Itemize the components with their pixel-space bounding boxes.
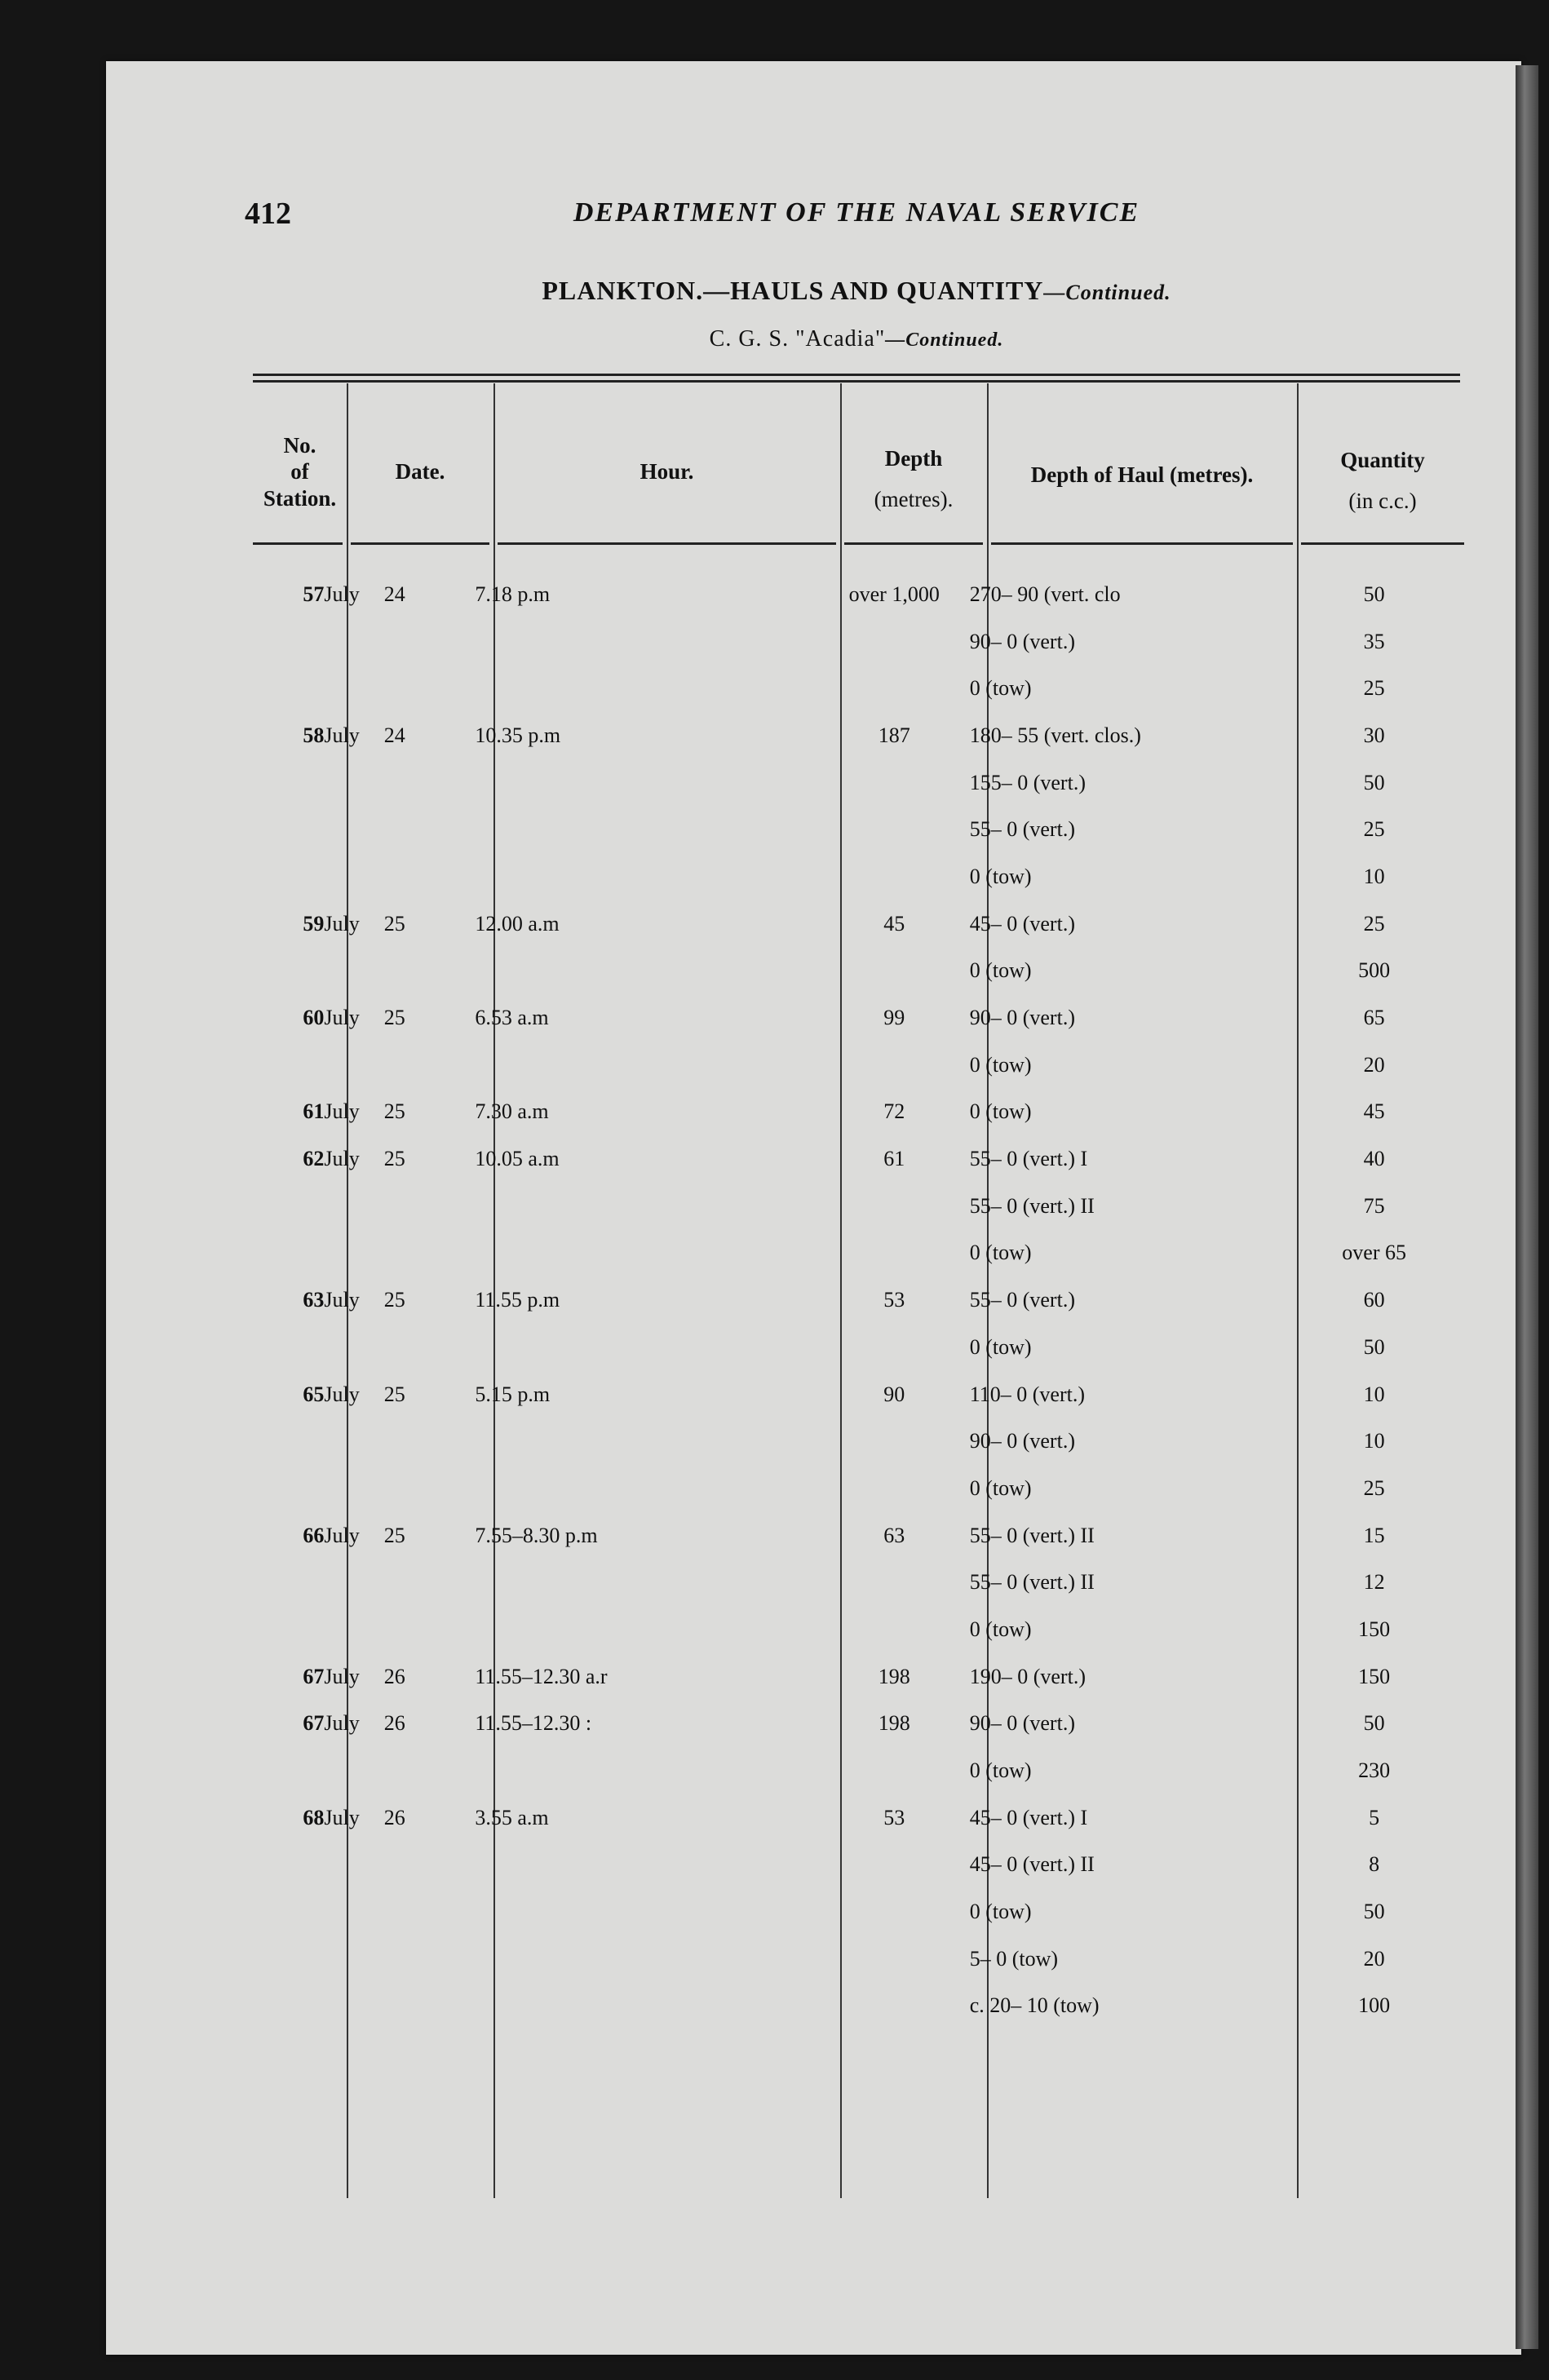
hour-cell: 11.55–12.30 : [475, 1711, 592, 1736]
station-cell: 60 [303, 1006, 325, 1030]
station-cell [253, 1983, 324, 2030]
header-station-line: Station. [263, 485, 337, 511]
quantity-cell: 60 [1363, 1288, 1385, 1312]
haul-cell: 90– 0 (vert.) [969, 1711, 1075, 1736]
station-cell: 66 [303, 1523, 325, 1547]
haul-cell: 90– 0 (vert.) [969, 1006, 1075, 1030]
depth-cell: 53 [883, 1805, 905, 1829]
date-cell [324, 1701, 475, 1748]
haul-cell: 0 (tow) [969, 1617, 1032, 1641]
hour-cell: 6.53 a.m [475, 1006, 549, 1030]
station-cell [253, 1747, 324, 1794]
quantity-cell: 230 [1358, 1758, 1391, 1783]
depth-cell [819, 1842, 970, 1889]
date-cell [324, 1418, 475, 1465]
table-row [253, 1465, 1460, 1512]
page-edge [1516, 65, 1538, 2349]
table-row [253, 1183, 1460, 1230]
hour-cell: 12.00 a.m [475, 911, 560, 936]
table-row [253, 571, 1460, 618]
table-row [253, 1606, 1460, 1653]
date-month: July [324, 1382, 360, 1406]
quantity-cell: 12 [1363, 1570, 1385, 1595]
station-cell [253, 665, 324, 712]
hour-cell [475, 948, 818, 995]
header-depth-line: (metres). [874, 486, 954, 511]
hour-cell [475, 806, 818, 853]
haul-cell: 5– 0 (tow) [969, 1946, 1059, 1971]
date-day: 25 [383, 1147, 405, 1171]
depth-cell: 198 [878, 1664, 910, 1688]
header-quantity-line: Quantity [1340, 448, 1425, 472]
table-row [253, 1653, 1460, 1701]
date-cell [324, 1842, 475, 1889]
table-row [253, 1983, 1460, 2030]
hour-cell [475, 1842, 818, 1889]
station-cell: 62 [303, 1147, 325, 1171]
table-row [253, 994, 1460, 1042]
date-month: July [324, 911, 360, 936]
quantity-cell: 500 [1358, 958, 1391, 983]
table-row [253, 1230, 1460, 1277]
haul-cell: 55– 0 (vert.) [969, 1288, 1075, 1312]
date-cell [324, 618, 475, 666]
hour-cell [475, 618, 818, 666]
depth-cell: 72 [883, 1099, 905, 1124]
haul-cell: 0 (tow) [969, 1241, 1032, 1265]
table-row [253, 1559, 1460, 1606]
page-number: 412 [245, 197, 291, 231]
date-day: 25 [383, 1006, 405, 1030]
depth-cell [819, 853, 970, 900]
hour-cell [475, 665, 818, 712]
date-month: July [324, 1147, 360, 1171]
quantity-cell: 100 [1358, 1993, 1391, 2018]
date-cell [324, 712, 475, 759]
quantity-cell: 20 [1363, 1946, 1385, 1971]
date-day: 26 [383, 1664, 405, 1688]
quantity-cell: 30 [1363, 723, 1385, 747]
haul-cell: 55– 0 (vert.) II [969, 1570, 1095, 1595]
depth-cell [819, 1983, 970, 2030]
table-row [253, 759, 1460, 807]
date-month: July [324, 1006, 360, 1030]
haul-cell: 45– 0 (vert.) II [969, 1852, 1095, 1877]
depth-cell [819, 665, 970, 712]
hour-cell: 7.18 p.m [475, 582, 551, 606]
table-row [253, 1747, 1460, 1794]
quantity-cell: 50 [1363, 1711, 1385, 1736]
hour-cell [475, 759, 818, 807]
hour-cell [475, 1324, 818, 1371]
date-cell [324, 665, 475, 712]
header-station-line: No. [283, 433, 316, 458]
table-row [253, 1089, 1460, 1136]
table-subtitle [245, 326, 1468, 352]
date-cell [324, 994, 475, 1042]
table-row [253, 1042, 1460, 1089]
quantity-cell: 65 [1363, 1006, 1385, 1030]
table-row [253, 900, 1460, 948]
hour-cell: 10.05 a.m [475, 1147, 560, 1171]
date-day: 25 [383, 1382, 405, 1406]
haul-cell: 45– 0 (vert.) I [969, 1805, 1088, 1829]
date-cell [324, 1324, 475, 1371]
depth-cell [819, 759, 970, 807]
hour-cell [475, 1606, 818, 1653]
hour-cell [475, 1230, 818, 1277]
header-rule [991, 542, 1293, 545]
depth-cell [819, 1606, 970, 1653]
station-cell [253, 1324, 324, 1371]
quantity-cell: 25 [1363, 676, 1385, 701]
date-month: July [324, 1288, 360, 1312]
depth-cell [819, 618, 970, 666]
haul-cell: 0 (tow) [969, 1052, 1032, 1077]
haul-cell: 0 (tow) [969, 1099, 1032, 1124]
table-row [253, 618, 1460, 666]
quantity-cell: 8 [1369, 1852, 1380, 1877]
table-row [253, 712, 1460, 759]
date-month: July [324, 582, 360, 606]
depth-cell [819, 1230, 970, 1277]
quantity-cell: 10 [1363, 1429, 1385, 1453]
header-haul: Depth of Haul (metres). [1030, 462, 1254, 487]
date-cell [324, 1230, 475, 1277]
header-rule [1301, 542, 1464, 545]
haul-cell: 55– 0 (vert.) II [969, 1523, 1095, 1547]
hour-cell: 11.55 p.m [475, 1288, 560, 1312]
station-cell: 57 [303, 582, 325, 606]
station-cell [253, 759, 324, 807]
haul-cell: 55– 0 (vert.) I [969, 1147, 1088, 1171]
date-month: July [324, 1805, 360, 1829]
date-cell [324, 1512, 475, 1559]
depth-cell [819, 1935, 970, 1983]
station-cell: 58 [303, 723, 325, 747]
date-cell [324, 1559, 475, 1606]
date-cell [324, 571, 475, 618]
station-cell [253, 1606, 324, 1653]
haul-cell: 0 (tow) [969, 676, 1032, 701]
depth-cell [819, 806, 970, 853]
date-month: July [324, 1099, 360, 1124]
depth-cell: 99 [883, 1006, 905, 1030]
date-day: 24 [383, 723, 405, 747]
hour-cell [475, 1983, 818, 2030]
date-day: 26 [383, 1805, 405, 1829]
date-day: 24 [383, 582, 405, 606]
table-subtitle-continued: —Continued. [885, 330, 1004, 351]
table-row [253, 1371, 1460, 1418]
quantity-cell: 150 [1358, 1664, 1391, 1688]
station-cell [253, 1935, 324, 1983]
table-row [253, 665, 1460, 712]
haul-cell: 0 (tow) [969, 1475, 1032, 1500]
haul-cell: 55– 0 (vert.) [969, 817, 1075, 842]
date-cell [324, 1653, 475, 1701]
station-cell: 68 [303, 1805, 325, 1829]
station-cell: 67 [303, 1711, 325, 1736]
quantity-cell: 10 [1363, 864, 1385, 888]
table-row [253, 1701, 1460, 1748]
station-cell [253, 853, 324, 900]
depth-cell [819, 948, 970, 995]
station-cell: 65 [303, 1382, 325, 1406]
header-rule [844, 542, 983, 545]
hour-cell [475, 1042, 818, 1089]
table-row [253, 1794, 1460, 1842]
haul-cell: 0 (tow) [969, 958, 1032, 983]
date-day: 25 [383, 1523, 405, 1547]
hour-cell: 11.55–12.30 a.r [475, 1664, 608, 1688]
quantity-cell: 40 [1363, 1147, 1385, 1171]
date-cell [324, 1888, 475, 1935]
station-cell [253, 948, 324, 995]
haul-cell: 90– 0 (vert.) [969, 629, 1075, 653]
plankton-table [253, 571, 1460, 2029]
station-cell: 67 [303, 1664, 325, 1688]
hour-cell [475, 1183, 818, 1230]
header-depth [840, 439, 987, 520]
depth-cell [819, 1465, 970, 1512]
table-row [253, 1512, 1460, 1559]
table-row [253, 1935, 1460, 1983]
hour-cell [475, 1747, 818, 1794]
quantity-cell: 50 [1363, 582, 1385, 606]
date-day: 25 [383, 911, 405, 936]
station-cell: 61 [303, 1099, 325, 1124]
depth-cell: 61 [883, 1147, 905, 1171]
station-cell [253, 1465, 324, 1512]
date-month: July [324, 1523, 360, 1547]
hour-cell [475, 1888, 818, 1935]
date-cell [324, 853, 475, 900]
date-cell [324, 1042, 475, 1089]
table-row [253, 1276, 1460, 1324]
depth-cell: 53 [883, 1288, 905, 1312]
quantity-cell: 45 [1363, 1099, 1385, 1124]
hour-cell: 5.15 p.m [475, 1382, 551, 1406]
station-cell [253, 1842, 324, 1889]
hour-cell: 3.55 a.m [475, 1805, 549, 1829]
table-subtitle-text: C. G. S. "Acadia" [709, 326, 886, 352]
header-station [253, 432, 347, 511]
depth-cell: over 1,000 [848, 582, 940, 606]
date-month: July [324, 1664, 360, 1688]
quantity-cell: 150 [1358, 1617, 1391, 1641]
quantity-cell: 35 [1363, 629, 1385, 653]
document-page [245, 163, 1468, 2284]
station-cell: 63 [303, 1288, 325, 1312]
hour-cell: 10.35 p.m [475, 723, 561, 747]
table-row [253, 806, 1460, 853]
date-cell [324, 1135, 475, 1183]
haul-cell: 0 (tow) [969, 1758, 1032, 1783]
station-cell [253, 1888, 324, 1935]
haul-cell: 180– 55 (vert. clos.) [969, 723, 1141, 747]
running-head: DEPARTMENT OF THE NAVAL SERVICE [573, 197, 1140, 228]
date-cell [324, 1983, 475, 2030]
double-rule-bottom [253, 380, 1460, 383]
date-cell [324, 900, 475, 948]
haul-cell: 110– 0 (vert.) [969, 1382, 1086, 1406]
quantity-cell: 25 [1363, 1475, 1385, 1500]
quantity-cell: 50 [1363, 770, 1385, 794]
header-rule [351, 542, 489, 545]
date-cell [324, 759, 475, 807]
table-row [253, 853, 1460, 900]
haul-cell: 90– 0 (vert.) [969, 1429, 1075, 1453]
quantity-cell: 25 [1363, 911, 1385, 936]
quantity-cell: 20 [1363, 1052, 1385, 1077]
date-day: 25 [383, 1288, 405, 1312]
header-rule [498, 542, 836, 545]
quantity-cell: over 65 [1342, 1241, 1406, 1265]
station-cell [253, 806, 324, 853]
table-row [253, 1842, 1460, 1889]
date-cell [324, 948, 475, 995]
haul-cell: c. 20– 10 (tow) [969, 1993, 1100, 2018]
quantity-cell: 25 [1363, 817, 1385, 842]
quantity-cell: 50 [1363, 1334, 1385, 1359]
date-month: July [324, 723, 360, 747]
quantity-cell: 5 [1369, 1805, 1380, 1829]
date-day: 26 [383, 1711, 405, 1736]
date-cell [324, 1465, 475, 1512]
haul-cell: 45– 0 (vert.) [969, 911, 1075, 936]
double-rule-top [253, 374, 1460, 376]
depth-cell [819, 1183, 970, 1230]
station-cell [253, 1230, 324, 1277]
header-quantity-line: (in c.c.) [1348, 488, 1417, 513]
date-cell [324, 1606, 475, 1653]
table-row [253, 948, 1460, 995]
table-row [253, 1418, 1460, 1465]
quantity-cell: 50 [1363, 1900, 1385, 1924]
quantity-cell: 15 [1363, 1523, 1385, 1547]
table-title-text: PLANKTON.—HAULS AND QUANTITY [542, 276, 1044, 305]
date-cell [324, 1794, 475, 1842]
date-cell [324, 1371, 475, 1418]
date-cell [324, 1935, 475, 1983]
quantity-cell: 75 [1363, 1193, 1385, 1218]
hour-cell [475, 1935, 818, 1983]
depth-cell [819, 1324, 970, 1371]
haul-cell: 0 (tow) [969, 1334, 1032, 1359]
hour-cell [475, 1418, 818, 1465]
header-depth-line: Depth [884, 446, 943, 471]
table-title-continued: —Continued. [1043, 281, 1171, 304]
haul-cell: 0 (tow) [969, 864, 1032, 888]
table-row [253, 1135, 1460, 1183]
hour-cell: 7.30 a.m [475, 1099, 549, 1124]
station-cell [253, 1418, 324, 1465]
depth-cell: 45 [883, 911, 905, 936]
depth-cell [819, 1747, 970, 1794]
haul-cell: 55– 0 (vert.) II [969, 1193, 1095, 1218]
depth-cell: 198 [878, 1711, 910, 1736]
haul-cell: 0 (tow) [969, 1900, 1032, 1924]
header-quantity [1297, 440, 1468, 522]
station-cell: 59 [303, 911, 325, 936]
hour-cell [475, 1465, 818, 1512]
table-title [245, 276, 1468, 306]
date-cell [324, 806, 475, 853]
header-station-line: of [290, 459, 309, 484]
header-date: Date. [395, 459, 445, 484]
hour-cell [475, 853, 818, 900]
date-month: July [324, 1711, 360, 1736]
table-row [253, 1324, 1460, 1371]
depth-cell [819, 1559, 970, 1606]
date-cell [324, 1183, 475, 1230]
station-cell [253, 618, 324, 666]
depth-cell: 187 [878, 723, 910, 747]
date-cell [324, 1089, 475, 1136]
date-day: 25 [383, 1099, 405, 1124]
depth-cell: 90 [883, 1382, 905, 1406]
quantity-cell: 10 [1363, 1382, 1385, 1406]
depth-cell [819, 1042, 970, 1089]
haul-cell: 190– 0 (vert.) [969, 1664, 1086, 1688]
station-cell [253, 1042, 324, 1089]
table-row [253, 1888, 1460, 1935]
station-cell [253, 1183, 324, 1230]
haul-cell: 155– 0 (vert.) [969, 770, 1086, 794]
depth-cell [819, 1888, 970, 1935]
hour-cell [475, 1559, 818, 1606]
header-rule [253, 542, 343, 545]
date-cell [324, 1276, 475, 1324]
date-cell [324, 1747, 475, 1794]
depth-cell: 63 [883, 1523, 905, 1547]
station-cell [253, 1559, 324, 1606]
haul-cell: 270– 90 (vert. clo [969, 582, 1121, 606]
hour-cell: 7.55–8.30 p.m [475, 1523, 598, 1547]
depth-cell [819, 1418, 970, 1465]
header-hour: Hour. [640, 459, 694, 484]
